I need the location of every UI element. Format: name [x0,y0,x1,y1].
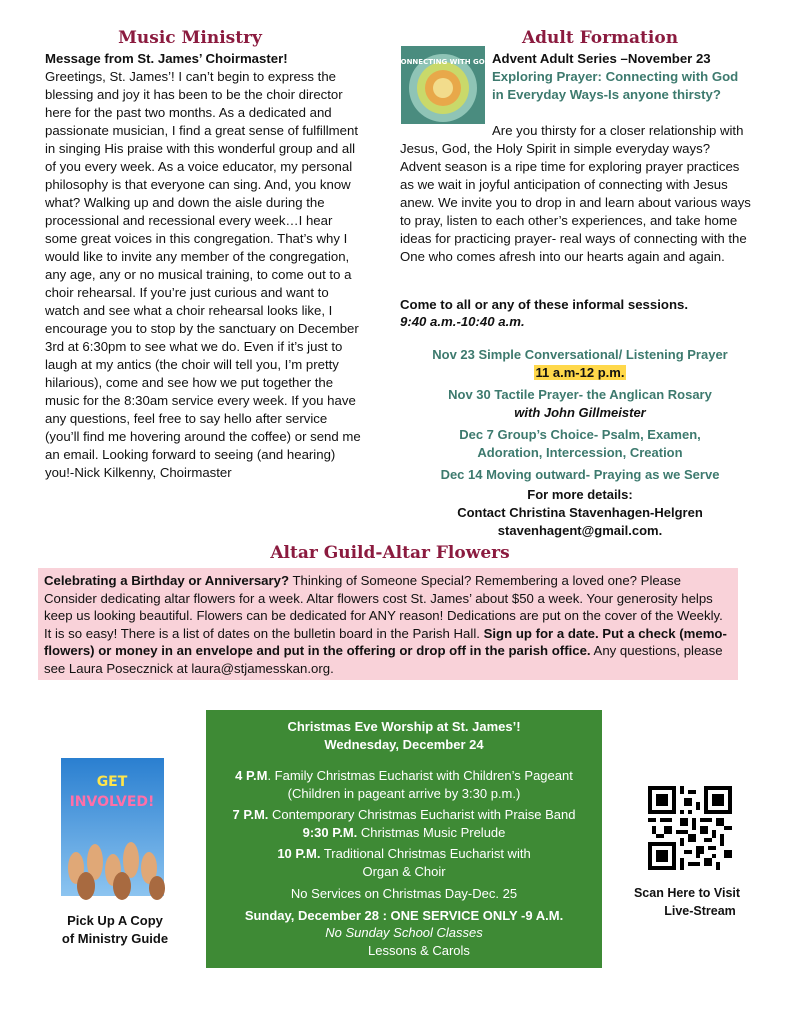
logo-text: CONNECTING WITH GOD [395,58,491,66]
schedule-item [395,386,765,422]
music-title: Music Ministry [118,28,262,48]
adult-time: 9:40 a.m.-10:40 a.m. [400,314,525,329]
altar-lead: Celebrating a Birthday or Anniversary? [44,573,290,588]
schedule-time-highlight: 11 a.m-12 p.m. [535,365,625,380]
guide-caption: Pick Up A Copy of Ministry Guide [61,913,169,946]
schedule-item [395,426,765,462]
schedule-item [395,466,765,484]
schedule-line: Dec 14 Moving outward- Praying as we Serve [440,467,720,482]
adult-invite: Come to all or any of these informal sessions. [400,297,689,312]
altar-tail: Any questions, please see Laura Posecznick at laura@stjamesskan.org. [44,643,723,676]
adult-topic: Exploring Prayer: Connecting with God in Everyday Ways-Is anyone thirsty? [492,69,739,102]
svg-text:INVOLVED!: INVOLVED! [69,794,155,810]
altar-title: Altar Guild-Altar Flowers [270,543,510,563]
details-label: For more details: [527,487,633,502]
christmas-box: Christmas Eve Worship at St. James’! Wednesday, December 24 4 P.M. Family Christmas Eucharist with Children’s Pageant (Children in pageant arrive by 3:30 p.m.) 7 P.M. Contemporary Christmas Eucharist with Praise Band 9:30 P.M. Christmas Music Prelude 10 P.M. Traditional Christmas Eucharist with Organ & Choir No Services on Christmas Day-Dec. 25 Sunday, December 28 : ONE SERVICE ONLY -9 A.M. No Sunday School Classes Lessons & Carols [206,710,602,968]
contact-email[interactable]: stavenhagent@gmail.com. [497,523,663,538]
adult-title: Adult Formation [521,28,679,48]
adult-body: Are you thirsty for a closer relationship with Jesus, God, the Holy Spirit in simple everyday ways? Advent season is a ripe time for exploring prayer practices as we wait in joyful anticipation of connecting with Jesus anew. We invite you to drop in and learn about various ways to pray, listen to each other’s experiences, and take home ideas for practicing prayer- real ways of connecting with the One who comes afresh into our hearts again and again. [400,123,751,264]
get-involved-image [61,758,164,896]
altar-box [38,568,738,680]
music-body: Greetings, St. James’! I can’t begin to express the blessing and joy it has been to be the choir director here for the past two months. As a dedicated and passionate musician, I find a great sense of fulfillment in singing His praise with this wonderful group and all of you every week. As a voice educator, my personal philosophy is that everyone can sing. And, you know what? Walking up and down the aisle during the processional and recessional every week…I hear some great voices in this congregation. That’s why I would like to invite any member of the congregation, any age, any or no musical training, to come out to a choir rehearsal. If you’re just curious and want to watch and see what a choir rehearsal looks like, I encourage you to stop by the sanctuary on December 3rd at 6:30pm to see what we do. Even if it’s just to laugh at my antics (the choir will tell you, I’m pretty hilarious), come and see how we put together the music for the 8:30am service every week. If you have any questions, feel free to say hello after service (you’ll find me hovering around the coffee) or send me an email. Looking forward to seeing (and hearing) you!-Nick Kilkenny, Choirmaster [45,69,361,480]
altar-instructions: Sign up for a date. Put a check (memo-flowers) or money in an envelope and put in the offering or drop off in the parish office. [44,625,727,658]
adult-series: Advent Adult Series –November 23 [492,51,711,66]
schedule-item [395,346,765,382]
qr-caption: Scan Here to Visit Live-Stream [633,886,741,918]
music-subtitle: Message from St. James’ Choirmaster! [45,51,288,66]
contact-name: Contact Christina Stavenhagen-Helgren [457,505,703,520]
christmas-date: Wednesday, December 24 [324,736,484,752]
schedule-line: Nov 30 Tactile Prayer- the Anglican Rosary [448,387,712,402]
prayer-schedule [395,346,765,540]
altar-body: Thinking of Someone Special? Remembering a loved one? Please Consider dedicating altar flowers for a week. Altar flowers cost St. James’ about $50 a week. Your generosity helps keep us looking beautiful. Flowers can be dedicated for ANY reason! Dedications are put on the cover of the Weekly. It is so easy! There is a list of dates on the bulletin board in the Parish Hall. [44,573,723,641]
schedule-line: Dec 7 Group’s Choice- Psalm, Examen, Adoration, Intercession, Creation [459,427,701,460]
christmas-title: Christmas Eve Worship at St. James’! [287,719,521,734]
schedule-extra: with John Gillmeister [514,405,646,420]
qr-code-icon[interactable] [648,786,732,870]
get-involved-text: GET [96,774,128,790]
schedule-line: Nov 23 Simple Conversational/ Listening Prayer [432,347,728,362]
connecting-with-god-logo [395,46,491,124]
